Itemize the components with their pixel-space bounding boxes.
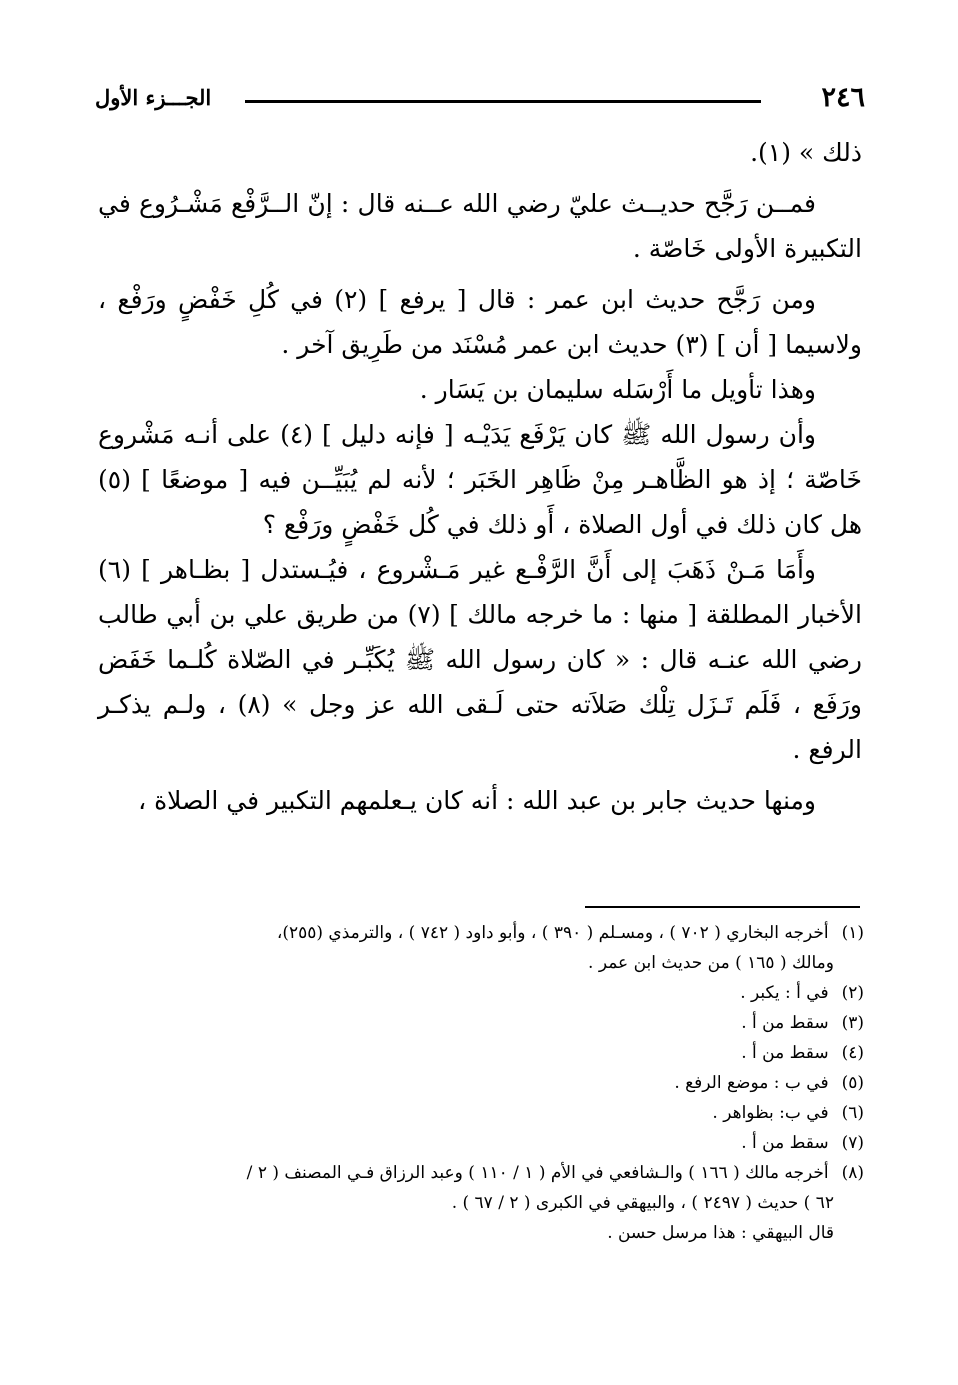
footnote-number: (٤) bbox=[841, 1043, 864, 1063]
paragraph: ومنها حديث جابر بن عبد الله : أنه كان يـعلمهم التكبير في الصلاة ، bbox=[138, 786, 816, 815]
footnote bbox=[98, 1068, 864, 1098]
paragraph: وأن رسول الله ﷺ كان يَرْفَع يَدَيْـه [ فإنه دليل ] (٤) على أنـه مَشْروع خَاصّة ؛ إذ هو الظَّاهـر مِنْ ظَاهِر الخَبَر ؛ لأنه لم يُبَيِّــن فيه [ موضعًا ] (٥) هل كان ذلك في أول الصلاة ، أَو ذلك في كُل خَفْضٍ ورَفْع ؟ bbox=[98, 420, 862, 539]
paragraph: ذلك » (١). bbox=[750, 138, 862, 167]
footnote-text: قال البيهقي : هذا مرسل حسن . bbox=[607, 1223, 834, 1243]
footnote-text: في أ : يكبر . bbox=[740, 983, 829, 1003]
paragraph: وأَمَا مَـنْ ذَهَبَ إلى أَنَّ الرَّفْـع غير مَـشْروع ، فيُـستدل [ بظـاهر ] (٦) الأخبار المطلقة [ منها : ما خرجه مالك ] (٧) من طريق علي بن أبي طالب رضي الله عنـه قال : « كان رسول الله ﷺ يُكَبِّـر في الصّلاة كُلـما خَفَض ورَفَع ، فَلَم تَـزَل تِلْك صَلاَته حتى لَـقى الله عز وجل » (٨) ، ولـم يذكـر الرفع . bbox=[98, 555, 862, 764]
footnote-number: (٣) bbox=[841, 1013, 864, 1033]
footnote-text: ٦٢ ) حديث ( ٢٤٩٧ ) ، والبيهقي في الكبرى ( ٢ / ٦٧ ) . bbox=[451, 1193, 834, 1213]
footnote-continuation bbox=[98, 1218, 864, 1248]
paragraph: ومن رَجَّح حديث ابن عمر : قال [ يرفع ] (٢) في كُلِ خَفْضٍ ورَفْع ، ولاسيما [ أن ] (٣) حديث ابن عمر مُسْنَد من طَرِيق آخر . bbox=[98, 285, 862, 359]
paragraph: وهذا تأويل ما أَرْسَله سليمان بن يَسَار . bbox=[419, 375, 816, 404]
footnote bbox=[98, 1008, 864, 1038]
header-rule bbox=[245, 100, 761, 103]
page-number: ٢٤٦ bbox=[821, 82, 865, 113]
footnote-number: (٦) bbox=[841, 1103, 864, 1123]
footnote-number: (٨) bbox=[841, 1163, 864, 1183]
footnote-continuation bbox=[98, 1188, 864, 1218]
footnote-number: (١) bbox=[841, 923, 864, 943]
footnote-number: (٧) bbox=[841, 1133, 864, 1153]
footnote-text: ومالك ( ١٦٥ ) من حديث ابن عمر . bbox=[588, 953, 834, 973]
footnote-continuation bbox=[98, 948, 864, 978]
footnote bbox=[98, 978, 864, 1008]
volume-title: الجـــزء الأول bbox=[95, 85, 212, 110]
footnote-separator bbox=[585, 906, 860, 908]
footnote bbox=[98, 1128, 864, 1158]
paragraph: فمــن رَجَّح حديــث عليّ رضي الله عــنه قال : إنّ الــرَّفْع مَشْـرُوع في التكبيرة الأولى خَاصّة . bbox=[98, 189, 862, 263]
footnote bbox=[98, 918, 864, 948]
footnotes bbox=[98, 918, 864, 1248]
footnote-text: سقط من أ . bbox=[741, 1043, 829, 1063]
footnote-number: (٢) bbox=[841, 983, 864, 1003]
page-header bbox=[95, 78, 865, 118]
footnote-text: سقط من أ . bbox=[741, 1133, 829, 1153]
footnote bbox=[98, 1158, 864, 1188]
footnote bbox=[98, 1098, 864, 1128]
footnote-text: في ب : موضع الرفع . bbox=[674, 1073, 829, 1093]
footnote-text: في ب: بظواهر . bbox=[712, 1103, 829, 1123]
footnote-text: أخرجه مالك ( ١٦٦ ) والـشافعي في الأم ( ١ / ١١٠ ) وعبد الرزاق فـي المصنف ( ٢ / bbox=[246, 1163, 829, 1183]
footnote bbox=[98, 1038, 864, 1068]
footnote-text: سقط من أ . bbox=[741, 1013, 829, 1033]
footnote-text: أخرجه البخاري ( ٧٠٢ ) ، ومسـلم ( ٣٩٠ ) ، وأبو داود ( ٧٤٢ ) ، والترمذي (٢٥٥)، bbox=[276, 923, 829, 943]
footnote-number: (٥) bbox=[841, 1073, 864, 1093]
main-text bbox=[98, 130, 862, 823]
